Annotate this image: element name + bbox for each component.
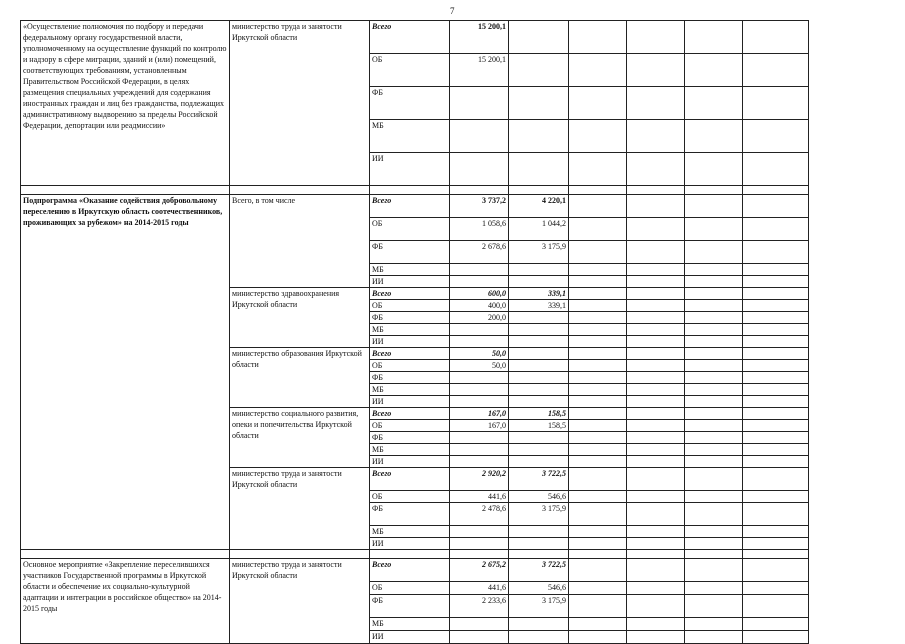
empty-cell bbox=[685, 186, 743, 195]
empty-cell bbox=[743, 218, 809, 241]
empty-cell bbox=[627, 336, 685, 348]
year-value-cell bbox=[509, 348, 569, 360]
year-value-cell bbox=[509, 618, 569, 631]
executor-cell: министерство здравоохранения Иркутской области bbox=[230, 288, 370, 348]
year-value-cell: 600,0 bbox=[450, 288, 509, 300]
empty-cell bbox=[627, 21, 685, 54]
table-row bbox=[21, 195, 809, 218]
empty-cell bbox=[21, 186, 230, 195]
empty-cell bbox=[569, 396, 627, 408]
empty-cell bbox=[743, 408, 809, 420]
empty-cell bbox=[743, 538, 809, 550]
empty-cell bbox=[569, 456, 627, 468]
empty-cell bbox=[627, 420, 685, 432]
empty-cell bbox=[743, 372, 809, 384]
empty-cell bbox=[627, 408, 685, 420]
funding-source-cell: ИИ bbox=[370, 153, 450, 186]
funding-source-cell: ФБ bbox=[370, 312, 450, 324]
executor-cell: министерство труда и занятости Иркутской области bbox=[230, 21, 370, 186]
empty-cell bbox=[569, 87, 627, 120]
year-value-cell: 50,0 bbox=[450, 348, 509, 360]
empty-cell bbox=[569, 631, 627, 644]
empty-cell bbox=[685, 456, 743, 468]
empty-cell bbox=[685, 503, 743, 526]
year-value-cell bbox=[450, 153, 509, 186]
funding-source-cell: ИИ bbox=[370, 276, 450, 288]
program-name-cell: Основное мероприятие «Закрепление переселившихся участников Государственной программы в Иркутской области и обеспечение их социально-культурной адаптации и интеграции в российское общество» на 2014-2015 годы bbox=[21, 559, 230, 644]
year-value-cell: 158,5 bbox=[509, 420, 569, 432]
year-value-cell: 2 920,2 bbox=[450, 468, 509, 491]
year-value-cell bbox=[509, 54, 569, 87]
empty-cell bbox=[627, 595, 685, 618]
funding-source-cell: Всего bbox=[370, 348, 450, 360]
empty-cell bbox=[627, 550, 685, 559]
empty-cell bbox=[685, 153, 743, 186]
program-name-cell: «Осуществление полномочия по подбору и передачи федеральному органу государственной власти, уполномоченному на осуществление функций по контролю и надзору в сфере миграции, зданий и (или) помещений, соответствующих требованиям, установленным Правительством Российской Федерации, в целях размещения специальных учреждений для содержания иностранных граждан и лиц без гражданства, подлежащих административному выдворению за пределы Российской Федерации, депортации или реадмиссии» bbox=[21, 21, 230, 186]
empty-cell bbox=[569, 54, 627, 87]
empty-cell bbox=[685, 264, 743, 276]
empty-cell bbox=[685, 559, 743, 582]
year-value-cell bbox=[450, 432, 509, 444]
empty-cell bbox=[569, 276, 627, 288]
empty-cell bbox=[685, 468, 743, 491]
empty-cell bbox=[569, 195, 627, 218]
funding-source-cell: МБ bbox=[370, 264, 450, 276]
empty-cell bbox=[743, 582, 809, 595]
empty-cell bbox=[627, 582, 685, 595]
empty-cell bbox=[627, 218, 685, 241]
empty-cell bbox=[627, 54, 685, 87]
year-value-cell bbox=[509, 276, 569, 288]
funding-source-cell: Всего bbox=[370, 288, 450, 300]
year-value-cell: 441,6 bbox=[450, 491, 509, 503]
empty-cell bbox=[569, 312, 627, 324]
empty-cell bbox=[743, 21, 809, 54]
empty-cell bbox=[685, 396, 743, 408]
funding-source-cell: ИИ bbox=[370, 631, 450, 644]
page-number: 7 bbox=[450, 6, 455, 16]
table-row bbox=[21, 559, 809, 582]
empty-cell bbox=[743, 526, 809, 538]
empty-cell bbox=[743, 444, 809, 456]
empty-cell bbox=[509, 186, 569, 195]
empty-cell bbox=[569, 336, 627, 348]
empty-cell bbox=[509, 550, 569, 559]
executor-cell: министерство социального развития, опеки и попечительства Иркутской области bbox=[230, 408, 370, 468]
funding-source-cell: МБ bbox=[370, 324, 450, 336]
empty-cell bbox=[230, 186, 370, 195]
empty-cell bbox=[569, 186, 627, 195]
year-value-cell: 200,0 bbox=[450, 312, 509, 324]
year-value-cell: 1 058,6 bbox=[450, 218, 509, 241]
empty-cell bbox=[685, 384, 743, 396]
empty-cell bbox=[685, 595, 743, 618]
year-value-cell bbox=[450, 324, 509, 336]
year-value-cell bbox=[509, 396, 569, 408]
year-value-cell: 2 233,6 bbox=[450, 595, 509, 618]
empty-cell bbox=[627, 120, 685, 153]
funding-source-cell: ФБ bbox=[370, 503, 450, 526]
year-value-cell bbox=[509, 312, 569, 324]
empty-cell bbox=[569, 526, 627, 538]
empty-cell bbox=[569, 538, 627, 550]
empty-cell bbox=[627, 276, 685, 288]
empty-cell bbox=[569, 468, 627, 491]
empty-cell bbox=[743, 120, 809, 153]
spacer-row bbox=[21, 550, 809, 559]
funding-source-cell: Всего bbox=[370, 468, 450, 491]
year-value-cell: 2 478,6 bbox=[450, 503, 509, 526]
empty-cell bbox=[627, 491, 685, 503]
funding-source-cell: ФБ bbox=[370, 372, 450, 384]
empty-cell bbox=[627, 324, 685, 336]
empty-cell bbox=[230, 550, 370, 559]
empty-cell bbox=[743, 264, 809, 276]
empty-cell bbox=[627, 360, 685, 372]
empty-cell bbox=[569, 153, 627, 186]
empty-cell bbox=[569, 559, 627, 582]
empty-cell bbox=[743, 595, 809, 618]
funding-source-cell: МБ bbox=[370, 618, 450, 631]
empty-cell bbox=[685, 120, 743, 153]
empty-cell bbox=[743, 432, 809, 444]
empty-cell bbox=[685, 241, 743, 264]
empty-cell bbox=[450, 550, 509, 559]
empty-cell bbox=[743, 396, 809, 408]
year-value-cell bbox=[450, 336, 509, 348]
year-value-cell: 3 175,9 bbox=[509, 595, 569, 618]
empty-cell bbox=[685, 550, 743, 559]
funding-source-cell: ИИ bbox=[370, 456, 450, 468]
funding-source-cell: ОБ bbox=[370, 54, 450, 87]
year-value-cell: 339,1 bbox=[509, 288, 569, 300]
empty-cell bbox=[627, 312, 685, 324]
empty-cell bbox=[743, 300, 809, 312]
empty-cell bbox=[627, 87, 685, 120]
empty-cell bbox=[569, 444, 627, 456]
empty-cell bbox=[743, 618, 809, 631]
year-value-cell bbox=[450, 372, 509, 384]
funding-source-cell: МБ bbox=[370, 384, 450, 396]
empty-cell bbox=[569, 432, 627, 444]
year-value-cell bbox=[450, 631, 509, 644]
funding-source-cell: Всего bbox=[370, 559, 450, 582]
program-name-cell: Подпрограмма «Оказание содействия добровольному переселению в Иркутскую область соотечественников, проживающих за рубежом» на 2014-2015 годы bbox=[21, 195, 230, 550]
empty-cell bbox=[569, 595, 627, 618]
empty-cell bbox=[685, 21, 743, 54]
year-value-cell: 3 722,5 bbox=[509, 559, 569, 582]
empty-cell bbox=[685, 372, 743, 384]
empty-cell bbox=[450, 186, 509, 195]
empty-cell bbox=[685, 195, 743, 218]
year-value-cell: 50,0 bbox=[450, 360, 509, 372]
empty-cell bbox=[743, 559, 809, 582]
empty-cell bbox=[743, 276, 809, 288]
year-value-cell bbox=[450, 444, 509, 456]
spacer-row bbox=[21, 186, 809, 195]
empty-cell bbox=[569, 241, 627, 264]
funding-source-cell: Всего bbox=[370, 195, 450, 218]
empty-cell bbox=[627, 468, 685, 491]
year-value-cell bbox=[509, 526, 569, 538]
empty-cell bbox=[685, 618, 743, 631]
executor-cell: министерство труда и занятости Иркутской области bbox=[230, 468, 370, 550]
empty-cell bbox=[685, 324, 743, 336]
year-value-cell: 2 675,2 bbox=[450, 559, 509, 582]
year-value-cell: 158,5 bbox=[509, 408, 569, 420]
year-value-cell: 546,6 bbox=[509, 491, 569, 503]
empty-cell bbox=[627, 186, 685, 195]
executor-cell: министерство труда и занятости Иркутской области bbox=[230, 559, 370, 644]
funding-source-cell: ИИ bbox=[370, 538, 450, 550]
year-value-cell: 2 678,6 bbox=[450, 241, 509, 264]
empty-cell bbox=[627, 372, 685, 384]
year-value-cell bbox=[509, 336, 569, 348]
empty-cell bbox=[627, 153, 685, 186]
empty-cell bbox=[743, 312, 809, 324]
empty-cell bbox=[569, 300, 627, 312]
empty-cell bbox=[627, 348, 685, 360]
empty-cell bbox=[743, 324, 809, 336]
empty-cell bbox=[627, 396, 685, 408]
empty-cell bbox=[685, 360, 743, 372]
empty-cell bbox=[685, 526, 743, 538]
empty-cell bbox=[685, 444, 743, 456]
empty-cell bbox=[685, 631, 743, 644]
empty-cell bbox=[685, 420, 743, 432]
empty-cell bbox=[685, 218, 743, 241]
empty-cell bbox=[569, 384, 627, 396]
empty-cell bbox=[627, 264, 685, 276]
year-value-cell: 3 737,2 bbox=[450, 195, 509, 218]
empty-cell bbox=[569, 288, 627, 300]
empty-cell bbox=[685, 312, 743, 324]
empty-cell bbox=[627, 618, 685, 631]
empty-cell bbox=[627, 195, 685, 218]
empty-cell bbox=[743, 360, 809, 372]
year-value-cell: 3 722,5 bbox=[509, 468, 569, 491]
empty-cell bbox=[743, 468, 809, 491]
executor-cell: министерство образования Иркутской области bbox=[230, 348, 370, 408]
year-value-cell bbox=[509, 87, 569, 120]
funding-source-cell: ОБ bbox=[370, 582, 450, 595]
empty-cell bbox=[743, 456, 809, 468]
empty-cell bbox=[569, 503, 627, 526]
empty-cell bbox=[743, 87, 809, 120]
year-value-cell bbox=[509, 324, 569, 336]
empty-cell bbox=[569, 582, 627, 595]
funding-source-cell: ОБ bbox=[370, 491, 450, 503]
empty-cell bbox=[685, 491, 743, 503]
empty-cell bbox=[569, 550, 627, 559]
empty-cell bbox=[685, 336, 743, 348]
empty-cell bbox=[569, 264, 627, 276]
year-value-cell: 3 175,9 bbox=[509, 241, 569, 264]
year-value-cell bbox=[509, 153, 569, 186]
empty-cell bbox=[627, 300, 685, 312]
empty-cell bbox=[685, 54, 743, 87]
year-value-cell bbox=[509, 384, 569, 396]
funding-source-cell: ФБ bbox=[370, 595, 450, 618]
year-value-cell: 15 200,1 bbox=[450, 21, 509, 54]
empty-cell bbox=[743, 384, 809, 396]
empty-cell bbox=[685, 408, 743, 420]
year-value-cell bbox=[509, 444, 569, 456]
funding-source-cell: ФБ bbox=[370, 241, 450, 264]
year-value-cell: 339,1 bbox=[509, 300, 569, 312]
empty-cell bbox=[569, 218, 627, 241]
empty-cell bbox=[569, 120, 627, 153]
year-value-cell: 441,6 bbox=[450, 582, 509, 595]
table-row bbox=[21, 21, 809, 54]
year-value-cell bbox=[450, 276, 509, 288]
empty-cell bbox=[685, 87, 743, 120]
empty-cell bbox=[627, 538, 685, 550]
empty-cell bbox=[569, 408, 627, 420]
funding-source-cell: МБ bbox=[370, 444, 450, 456]
empty-cell bbox=[743, 241, 809, 264]
empty-cell bbox=[370, 550, 450, 559]
executor-cell: Всего, в том числе bbox=[230, 195, 370, 288]
year-value-cell: 4 220,1 bbox=[509, 195, 569, 218]
empty-cell bbox=[743, 54, 809, 87]
year-value-cell: 167,0 bbox=[450, 408, 509, 420]
empty-cell bbox=[743, 503, 809, 526]
year-value-cell bbox=[450, 456, 509, 468]
empty-cell bbox=[627, 526, 685, 538]
empty-cell bbox=[569, 21, 627, 54]
funding-source-cell: ОБ bbox=[370, 218, 450, 241]
empty-cell bbox=[743, 336, 809, 348]
empty-cell bbox=[685, 348, 743, 360]
funding-table bbox=[20, 20, 809, 644]
year-value-cell bbox=[450, 526, 509, 538]
funding-source-cell: МБ bbox=[370, 526, 450, 538]
funding-source-cell: ФБ bbox=[370, 87, 450, 120]
empty-cell bbox=[569, 324, 627, 336]
year-value-cell bbox=[450, 120, 509, 153]
funding-source-cell: Всего bbox=[370, 21, 450, 54]
empty-cell bbox=[743, 491, 809, 503]
year-value-cell: 167,0 bbox=[450, 420, 509, 432]
empty-cell bbox=[743, 186, 809, 195]
year-value-cell: 1 044,2 bbox=[509, 218, 569, 241]
year-value-cell bbox=[450, 396, 509, 408]
empty-cell bbox=[743, 420, 809, 432]
empty-cell bbox=[569, 372, 627, 384]
empty-cell bbox=[685, 538, 743, 550]
empty-cell bbox=[627, 384, 685, 396]
empty-cell bbox=[627, 288, 685, 300]
empty-cell bbox=[743, 348, 809, 360]
year-value-cell bbox=[509, 631, 569, 644]
year-value-cell bbox=[450, 618, 509, 631]
year-value-cell bbox=[509, 360, 569, 372]
year-value-cell bbox=[450, 384, 509, 396]
year-value-cell: 546,6 bbox=[509, 582, 569, 595]
empty-cell bbox=[743, 288, 809, 300]
empty-cell bbox=[627, 559, 685, 582]
empty-cell bbox=[569, 420, 627, 432]
empty-cell bbox=[743, 153, 809, 186]
year-value-cell bbox=[509, 432, 569, 444]
year-value-cell: 15 200,1 bbox=[450, 54, 509, 87]
empty-cell bbox=[569, 360, 627, 372]
year-value-cell bbox=[509, 21, 569, 54]
empty-cell bbox=[627, 456, 685, 468]
empty-cell bbox=[627, 631, 685, 644]
empty-cell bbox=[627, 503, 685, 526]
empty-cell bbox=[627, 444, 685, 456]
funding-source-cell: ОБ bbox=[370, 420, 450, 432]
year-value-cell bbox=[450, 538, 509, 550]
empty-cell bbox=[569, 348, 627, 360]
year-value-cell: 400,0 bbox=[450, 300, 509, 312]
funding-source-cell: ФБ bbox=[370, 432, 450, 444]
funding-source-cell: ОБ bbox=[370, 300, 450, 312]
empty-cell bbox=[685, 288, 743, 300]
empty-cell bbox=[569, 491, 627, 503]
funding-source-cell: ИИ bbox=[370, 336, 450, 348]
year-value-cell bbox=[509, 372, 569, 384]
funding-source-cell: ОБ bbox=[370, 360, 450, 372]
empty-cell bbox=[685, 582, 743, 595]
empty-cell bbox=[569, 618, 627, 631]
empty-cell bbox=[370, 186, 450, 195]
empty-cell bbox=[685, 276, 743, 288]
year-value-cell bbox=[450, 264, 509, 276]
empty-cell bbox=[685, 300, 743, 312]
funding-source-cell: ИИ bbox=[370, 396, 450, 408]
year-value-cell bbox=[509, 120, 569, 153]
year-value-cell bbox=[509, 264, 569, 276]
empty-cell bbox=[627, 241, 685, 264]
empty-cell bbox=[21, 550, 230, 559]
year-value-cell bbox=[509, 538, 569, 550]
year-value-cell bbox=[509, 456, 569, 468]
year-value-cell: 3 175,9 bbox=[509, 503, 569, 526]
empty-cell bbox=[627, 432, 685, 444]
empty-cell bbox=[743, 195, 809, 218]
funding-source-cell: Всего bbox=[370, 408, 450, 420]
empty-cell bbox=[743, 631, 809, 644]
empty-cell bbox=[743, 550, 809, 559]
year-value-cell bbox=[450, 87, 509, 120]
empty-cell bbox=[685, 432, 743, 444]
funding-source-cell: МБ bbox=[370, 120, 450, 153]
